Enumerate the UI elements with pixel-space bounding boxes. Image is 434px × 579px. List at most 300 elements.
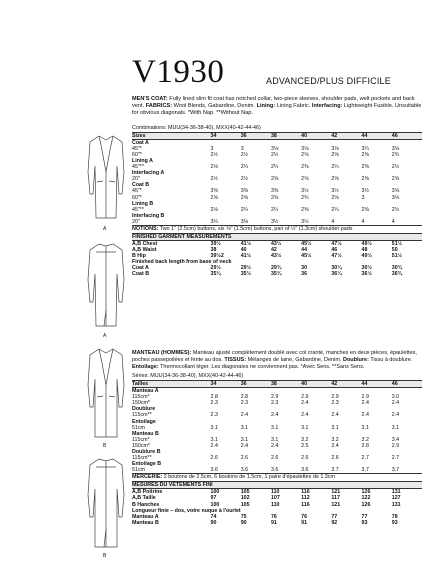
sizes-label: Sizes <box>132 132 211 139</box>
table-cell: 2.6 <box>331 455 339 462</box>
table-cell: 2.6 <box>270 455 279 462</box>
table-cell <box>331 139 361 146</box>
table-cell: 3.7 <box>331 467 339 474</box>
figure-label: A <box>103 333 107 339</box>
table-cell: 3⅜ <box>270 188 279 195</box>
table-cell: 3.7 <box>361 467 369 474</box>
row-label: A,B Chest <box>132 241 158 247</box>
table-cell: 3½ <box>361 188 369 195</box>
table-cell: 91 <box>301 519 308 526</box>
table-row <box>132 388 422 395</box>
table-cell: 3⅛ <box>331 145 339 152</box>
size-header: 36 <box>241 380 271 387</box>
table-cell <box>392 388 422 395</box>
table-cell: 39½ <box>210 241 221 247</box>
table-cell: 30½ <box>361 265 372 272</box>
table-cell: 3.2 <box>361 436 369 443</box>
row-label: Manteau A <box>132 388 159 395</box>
row-label: Coat B <box>132 182 150 189</box>
table-cell: 30¼ <box>331 265 342 272</box>
row-label: Coat A <box>132 265 149 272</box>
table-cell: 3⅜ <box>210 188 218 195</box>
table-cell: 131 <box>391 501 401 508</box>
french-section <box>132 350 422 526</box>
notions-text: Two 1" (2.5cm) buttons, six ⅝" (1.5cm) buttons, pair of ½" (1.3cm) shoulder pads <box>158 226 353 232</box>
table-cell: 43½ <box>270 253 282 260</box>
table-cell: 3.7 <box>391 467 400 474</box>
table-cell: 2⅝ <box>331 194 339 201</box>
table-cell: 2⅜ <box>361 164 369 171</box>
table-cell <box>301 139 331 146</box>
lining-text-fr: Tissu à doublure. <box>368 356 413 363</box>
coat-b-front-drawing-main <box>82 345 130 440</box>
table-cell: 2⅜ <box>301 206 309 213</box>
table-cell: 2½ <box>270 151 279 158</box>
notions-label-fr: MERCERIE: <box>132 474 163 481</box>
interfacing-label-fr: Entoilage: <box>132 363 159 370</box>
table-cell <box>241 388 271 395</box>
table-cell: 3.1 <box>331 424 339 431</box>
table-cell: 2½ <box>210 176 218 183</box>
pattern-number: V1930 <box>132 54 225 90</box>
table-cell: 127 <box>391 495 401 502</box>
table-cell: 43½ <box>270 241 282 247</box>
table-cell: 2.8 <box>210 394 218 401</box>
french-yardage-table <box>132 380 422 473</box>
row-label: Doublure <box>132 406 156 413</box>
table-cell: 78 <box>391 513 398 520</box>
table-cell: 102 <box>240 495 250 502</box>
table-cell: 3¼ <box>210 218 218 225</box>
interfacing-text-fr: Thermocollant léger. Les diagonales ne conviennent pas. *Avec Sens. **Sans Sens. <box>158 363 365 370</box>
table-cell: 2¼ <box>270 164 279 171</box>
table-cell: 3.0 <box>391 394 400 401</box>
table-cell: 2⅛ <box>210 164 218 171</box>
table-cell: 93 <box>361 519 368 526</box>
table-cell: 36½ <box>361 271 372 278</box>
combinations: Combinations: MUU(34-36-38-40), MXX(40-42-44-46) <box>132 125 261 131</box>
table-cell: 3½ <box>270 218 279 225</box>
row-label: 60"* <box>132 194 142 201</box>
table-cell: 48 <box>361 247 368 254</box>
table-cell: 36¼ <box>331 271 342 278</box>
table-cell <box>271 139 301 146</box>
table-cell: 3⅛ <box>240 218 249 225</box>
row-label: A,B Poitrine <box>132 489 163 496</box>
table-cell: 2.7 <box>361 455 369 462</box>
table-cell: 2¼ <box>270 206 279 213</box>
table-cell: 117 <box>331 495 340 502</box>
table-cell: 112 <box>301 495 310 502</box>
row-label: 51cm <box>132 467 145 474</box>
size-header: 44 <box>362 132 392 139</box>
table-cell: 29½ <box>210 265 221 272</box>
table-row <box>132 271 422 277</box>
table-cell: 2⅜ <box>361 206 369 213</box>
table-cell: 2.4 <box>331 412 339 419</box>
table-cell: 29½ <box>240 265 252 272</box>
table-cell: 77 <box>361 513 368 520</box>
table-cell: 2¼ <box>240 164 249 171</box>
row-label: Manteau A <box>132 513 159 520</box>
table-cell: 3.1 <box>210 436 218 443</box>
table-cell: 2⅝ <box>210 194 218 201</box>
table-cell <box>271 388 301 395</box>
row-label: 115cm** <box>132 455 152 462</box>
table-cell: 90 <box>210 519 217 526</box>
table-row <box>132 139 422 146</box>
table-cell: 76 <box>270 513 277 520</box>
table-cell: 2½ <box>391 164 400 171</box>
table-cell: 49½ <box>361 241 372 247</box>
table-row <box>132 520 422 526</box>
table-cell <box>211 139 241 146</box>
table-cell: 35½ <box>240 271 252 278</box>
figure-label: A <box>103 226 107 232</box>
table-cell: 105 <box>240 501 250 508</box>
table-cell: 116 <box>301 501 310 508</box>
table-cell: 51½ <box>391 253 403 260</box>
table-cell: 2⅜ <box>301 164 309 171</box>
size-header: 38 <box>271 132 301 139</box>
table-cell: 2¼ <box>240 206 249 213</box>
table-cell: 2.9 <box>331 394 339 401</box>
table-cell: 121 <box>331 501 341 508</box>
table-cell: 2.4 <box>270 412 279 419</box>
table-cell: 44 <box>301 247 308 254</box>
row-label: 51cm <box>132 424 145 431</box>
row-label: Coat B <box>132 271 150 278</box>
table-cell: 126 <box>361 489 371 496</box>
table-cell: 41½ <box>240 241 252 247</box>
table-cell: 2½ <box>391 206 400 213</box>
table-cell: 90 <box>240 519 247 526</box>
table-cell: 2⅝ <box>240 194 249 201</box>
table-cell: 2.4 <box>331 442 339 449</box>
size-header: 38 <box>271 380 301 387</box>
row-label: Manteau B <box>132 519 159 526</box>
french-notions <box>132 473 422 481</box>
table-cell: 41½ <box>240 253 252 260</box>
table-cell: 2.4 <box>301 412 309 419</box>
row-label: 45"** <box>132 206 144 213</box>
lining-text: Lining Fabric. <box>275 103 312 110</box>
table-cell: 3.1 <box>240 424 249 431</box>
fabrics-text-fr: Mélanges de laine, Gabardine, Denim. <box>246 356 343 363</box>
table-cell: 2.4 <box>240 442 249 449</box>
table-cell: 2.8 <box>240 394 249 401</box>
table-cell: 2½ <box>210 151 218 158</box>
interfacing-label: Interfacing: <box>311 103 343 110</box>
table-cell: 2.4 <box>391 412 400 419</box>
table-cell: 2.4 <box>361 412 369 419</box>
table-cell: 2.6 <box>210 455 218 462</box>
english-yardage-section <box>132 125 422 278</box>
table-cell <box>331 388 361 395</box>
table-cell: 4 <box>391 218 395 225</box>
table-cell: 2⅛ <box>210 206 218 213</box>
table-cell: 2.3 <box>210 412 218 419</box>
coat-b-front-drawing <box>82 243 130 244</box>
table-cell: 77 <box>331 513 338 520</box>
table-cell: 2⅝ <box>301 176 309 183</box>
french-fgm-title: MESURES DU VÊTEMENTS FINI <box>132 481 422 489</box>
table-cell: 3½ <box>331 188 339 195</box>
table-cell: 3.1 <box>270 424 279 431</box>
description-text-fr: Manteau ajusté complètement doublé avec col cranté, manches en deux pièces, épaulettes, poches passepoilées et fente au dos. <box>132 350 417 363</box>
fabrics-label: FABRICS: <box>145 103 173 110</box>
table-cell: 3.2 <box>331 436 339 443</box>
interfacing-text: Lightweight Fusible. Unsuitable for obvious diagonals. *With Nap. **Without Nap. <box>132 103 422 117</box>
row-label: 115cm* <box>132 436 150 443</box>
english-description <box>132 96 422 118</box>
table-cell: 35¼ <box>210 271 221 278</box>
table-cell: 3⅝ <box>391 188 400 195</box>
size-header: 34 <box>211 380 241 387</box>
row-label: 60"* <box>132 151 142 158</box>
table-cell: 2.4 <box>361 400 369 407</box>
garment-title-fr: MANTEAU (HOMMES): <box>132 350 192 356</box>
size-header: 36 <box>241 132 271 139</box>
table-cell: 39½2 <box>210 253 224 260</box>
table-cell: 2.8 <box>361 442 369 449</box>
size-header: 42 <box>331 132 361 139</box>
size-header: 40 <box>301 380 331 387</box>
french-description <box>132 350 422 370</box>
table-cell: 2.4 <box>301 400 309 407</box>
table-cell: 51½ <box>391 241 403 247</box>
table-cell: 126 <box>361 501 371 508</box>
table-cell: 47½ <box>331 241 342 247</box>
table-cell: 2⅝ <box>361 176 369 183</box>
table-cell: 45½ <box>301 241 312 247</box>
figure-label: B <box>103 443 107 449</box>
notions-text-fr: 2 boutons de 2.5cm, 6 boutons de 1.5cm, 1 paire d'épaulettes de 1.3cm <box>162 474 335 481</box>
row-label: Entoilage B <box>132 461 162 468</box>
english-fgm-table <box>132 241 422 278</box>
table-cell: 30 <box>301 265 308 272</box>
table-cell: 2.5 <box>301 442 309 449</box>
table-cell: 2¾ <box>391 151 400 158</box>
size-header: 46 <box>392 132 422 139</box>
row-label: Doublure B <box>132 449 161 456</box>
table-cell: 2.9 <box>301 394 309 401</box>
size-header: 46 <box>392 380 422 387</box>
english-notions <box>132 225 422 233</box>
table-cell: 3½ <box>301 218 309 225</box>
sizes-label: Tailles <box>132 380 211 387</box>
row-label: 45"** <box>132 164 144 171</box>
table-cell: 3.1 <box>391 424 400 431</box>
table-cell: 2.4 <box>210 442 218 449</box>
table-cell: 74 <box>210 513 217 520</box>
english-yardage-table <box>132 132 422 225</box>
row-label: 45"* <box>132 188 142 195</box>
table-cell: 3.6 <box>210 467 218 474</box>
table-cell: 3 <box>240 145 244 152</box>
table-cell: 50 <box>391 247 398 254</box>
table-cell: 116 <box>301 489 310 496</box>
table-cell: 3.6 <box>270 467 279 474</box>
description-text: Fully lined slim fit coat has notched collar, two-piece sleeves, shoulder pads, welt pockets and back vent. <box>132 96 415 110</box>
table-cell: 42 <box>270 247 277 254</box>
row-label: B Hip <box>132 253 146 260</box>
table-cell: 100 <box>210 501 220 508</box>
row-label: 150cm* <box>132 442 150 449</box>
row-label: Manteau B <box>132 430 159 437</box>
technical-drawings <box>0 0 130 579</box>
row-label: Interfacing B <box>132 212 165 219</box>
table-cell: 91 <box>270 519 277 526</box>
row-label: 20" <box>132 218 140 225</box>
table-cell: 3.2 <box>301 436 309 443</box>
table-cell: 2.7 <box>391 455 400 462</box>
table-cell: 3.1 <box>361 424 369 431</box>
table-cell: 3⅛ <box>391 194 400 201</box>
table-cell: 105 <box>240 489 250 496</box>
table-cell: 100 <box>210 489 220 496</box>
table-cell: 30¾ <box>391 265 403 272</box>
table-cell: 2½ <box>240 176 249 183</box>
table-cell: 3¼ <box>361 145 369 152</box>
table-cell <box>392 139 422 146</box>
row-label: Entoilage <box>132 418 156 425</box>
table-cell: 2.4 <box>270 442 279 449</box>
table-cell: 2.3 <box>240 400 249 407</box>
table-cell: 3.6 <box>240 467 249 474</box>
table-cell: 3⅛ <box>391 145 400 152</box>
table-cell: 97 <box>210 495 217 502</box>
table-cell: 107 <box>270 495 280 502</box>
table-cell: 2⅝ <box>331 176 339 183</box>
table-cell: 2⅝ <box>270 194 279 201</box>
table-cell: 36¾ <box>391 271 403 278</box>
table-cell: 93 <box>391 519 398 526</box>
table-cell: 3.4 <box>391 436 400 443</box>
row-label: A,B Taille <box>132 495 156 502</box>
row-label: Interfacing A <box>132 170 165 177</box>
table-cell: 3⅛ <box>270 145 279 152</box>
table-cell: 40 <box>240 247 247 254</box>
lining-label: Lining: <box>256 103 276 110</box>
table-cell: 3.1 <box>270 436 279 443</box>
table-cell: 3 <box>361 194 365 201</box>
table-cell: 2.9 <box>391 442 400 449</box>
table-cell: 2.9 <box>270 394 279 401</box>
table-cell: 3.1 <box>210 424 218 431</box>
table-cell: 2⅝ <box>361 151 369 158</box>
coat-b-back-drawing <box>82 455 130 550</box>
row-label: Lining A <box>132 157 153 164</box>
table-cell: 2¼ <box>331 206 339 213</box>
row-label: 20" <box>132 176 140 183</box>
row-label: A,B Waist <box>132 247 157 254</box>
table-cell <box>362 139 392 146</box>
table-cell: 2.4 <box>391 400 400 407</box>
figure-label: B <box>103 553 107 559</box>
table-cell: 2.4 <box>240 412 249 419</box>
table-cell: 2¾ <box>301 194 309 201</box>
table-cell: 4 <box>361 218 365 225</box>
row-label: Longueur finie – dos, votre nuque à l'ourlet <box>132 507 241 514</box>
table-cell: 122 <box>361 495 371 502</box>
sizes-header-row <box>132 380 422 387</box>
size-header: 34 <box>211 132 241 139</box>
table-cell: 2½ <box>240 151 249 158</box>
size-header: 40 <box>301 132 331 139</box>
table-cell: 121 <box>331 489 341 496</box>
table-cell: 131 <box>391 489 401 496</box>
row-label: B Hanches <box>132 501 160 508</box>
table-cell: 38 <box>210 247 217 254</box>
table-cell: 2.6 <box>301 455 309 462</box>
table-cell: 36 <box>301 271 308 278</box>
fabrics-label-fr: TISSUS: <box>224 356 247 363</box>
table-cell: 110 <box>270 489 280 496</box>
table-cell: 4 <box>331 218 335 225</box>
table-cell: 2⅝ <box>391 176 400 183</box>
fabrics-text: Wool Blends, Gabardine, Denim. <box>172 103 257 110</box>
difficulty-level: ADVANCED/PLUS DIFFICILE <box>266 76 391 86</box>
table-cell: 110 <box>270 501 280 508</box>
table-cell: 2.3 <box>210 400 218 407</box>
table-cell: 76 <box>301 513 308 520</box>
garment-title: MEN'S COAT: <box>132 96 168 102</box>
row-label: 115cm** <box>132 412 152 419</box>
size-header: 42 <box>331 380 361 387</box>
table-cell: 2¼ <box>331 164 339 171</box>
table-cell <box>301 388 331 395</box>
table-cell <box>211 388 241 395</box>
table-cell: 2⅝ <box>331 151 339 158</box>
table-cell: 3 <box>210 145 214 152</box>
table-cell: 2.3 <box>270 400 279 407</box>
table-cell: 49½ <box>361 253 372 260</box>
table-cell: 2.3 <box>331 400 339 407</box>
table-cell: 29¾ <box>270 265 282 272</box>
table-cell: 2⅝ <box>270 176 279 183</box>
row-label: 150cm* <box>132 400 150 407</box>
table-cell: 3⅜ <box>240 188 249 195</box>
table-cell: 3⅛ <box>301 145 309 152</box>
row-label: Coat A <box>132 139 149 146</box>
row-label: Finished back length from base of neck <box>132 259 232 266</box>
lining-label-fr: Doublure: <box>342 356 369 363</box>
table-cell: 75 <box>240 513 247 520</box>
row-label: Lining B <box>132 200 154 207</box>
table-cell: 2⅝ <box>301 151 309 158</box>
table-cell <box>241 139 271 146</box>
english-fgm-title: FINISHED GARMENT MEASUREMENTS <box>132 233 422 241</box>
table-cell: 3.1 <box>301 424 309 431</box>
table-cell: 45½ <box>301 253 312 260</box>
french-fgm-table <box>132 489 422 526</box>
coat-a-front-drawing <box>82 132 130 222</box>
table-cell <box>362 388 392 395</box>
table-cell: 3½ <box>301 188 309 195</box>
table-cell: 2.9 <box>361 394 369 401</box>
table-cell: 47½ <box>331 253 342 260</box>
sizes-header-row <box>132 132 422 139</box>
table-cell: 92 <box>331 519 338 526</box>
coat-a-back-drawing <box>82 240 130 330</box>
row-label: 115cm* <box>132 394 150 401</box>
table-cell: 2.6 <box>240 455 249 462</box>
table-cell: 35¾ <box>270 271 282 278</box>
table-cell: 46 <box>331 247 338 254</box>
table-cell: 3.1 <box>240 436 249 443</box>
size-header: 44 <box>362 380 392 387</box>
